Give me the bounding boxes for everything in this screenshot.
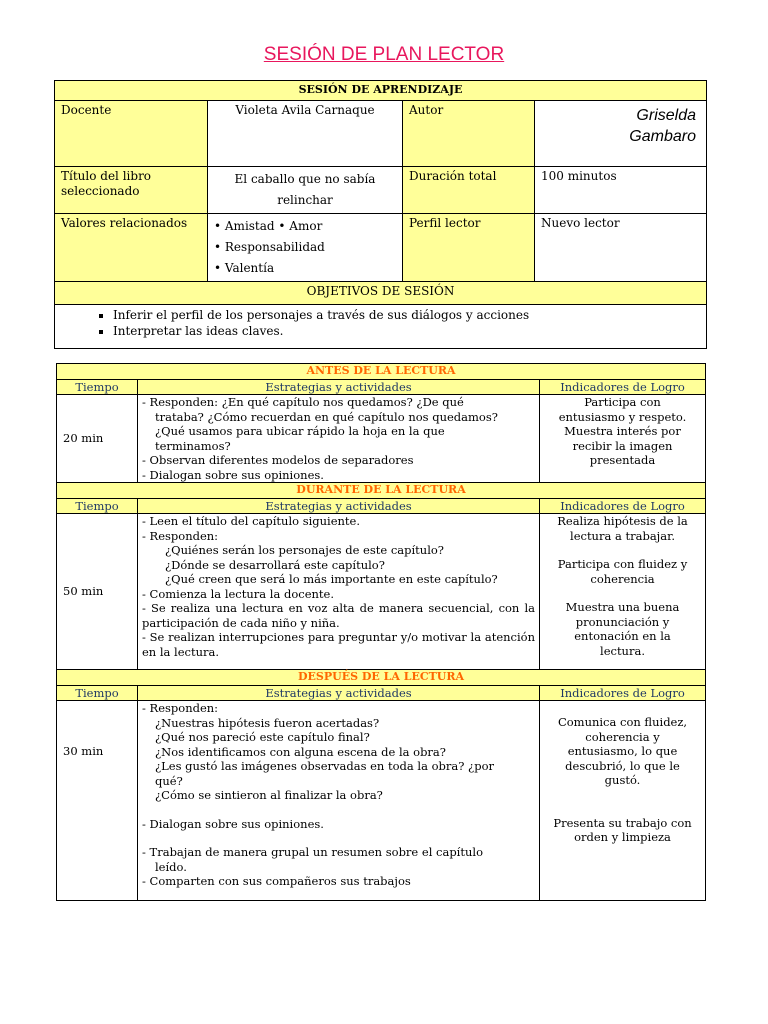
titulo-label <box>55 167 208 214</box>
valores-label: Valores relacionados <box>55 214 208 282</box>
activity-line: - Responden: <box>142 528 219 543</box>
docente-value: Violeta Avila Carnaque <box>208 101 403 167</box>
indicator-line: coherencia <box>590 571 655 586</box>
despues-activities <box>138 701 540 901</box>
titulo-label-line: seleccionado <box>61 184 140 198</box>
activity-line: - Dialogan sobre sus opiniones. <box>142 816 324 831</box>
durante-activities <box>138 514 540 670</box>
activity-line: qué? <box>155 773 183 788</box>
activity-line: terminamos? <box>155 438 231 453</box>
objetivo-item: ▪ Inferir el perfil de los personajes a través de sus diálogos y acciones <box>113 307 700 323</box>
objetivos-header: OBJETIVOS DE SESIÓN <box>55 282 707 305</box>
activity-line: - Responden: ¿En qué capítulo nos quedamos? ¿De qué <box>142 395 464 409</box>
durante-time: 50 min <box>57 514 138 670</box>
activity-line: - Observan diferentes modelos de separadores <box>142 453 414 467</box>
valor-item: • Responsabilidad <box>214 240 325 254</box>
spacer <box>544 788 701 802</box>
page-title: SESIÓN DE PLAN LECTOR <box>263 44 505 65</box>
activity-line: ¿Les gustó las imágenes observadas en toda la obra? ¿por <box>155 759 495 773</box>
indicator-line: Muestra una buena <box>565 600 680 614</box>
col-indicadores: Indicadores de Logro <box>540 379 706 395</box>
col-estrategias: Estrategias y actividades <box>138 498 540 514</box>
activity-line: leído. <box>155 859 187 874</box>
indicator-line: lectura. <box>600 643 645 658</box>
duracion-value: 100 minutos <box>535 167 707 214</box>
indicator-line: Muestra interés por <box>564 424 681 438</box>
col-indicadores: Indicadores de Logro <box>540 685 706 701</box>
col-estrategias: Estrategias y actividades <box>138 685 540 701</box>
activity-line: ¿Nos identificamos con alguna escena de la obra? <box>155 744 446 759</box>
activity-line: - Leen el título del capítulo siguiente. <box>142 514 361 528</box>
indicator-line: entonación en la <box>574 629 671 643</box>
perfil-label: Perfil lector <box>403 214 535 282</box>
activity-line: ¿Dónde se desarrollará este capítulo? <box>165 557 385 572</box>
spacer <box>544 802 701 816</box>
indicator-line: Presenta su trabajo con <box>553 815 692 830</box>
indicator-line: orden y limpieza <box>574 830 671 844</box>
activity-line: - Dialogan sobre sus opiniones. <box>142 467 324 482</box>
indicator-line: Comunica con fluidez, <box>557 715 688 729</box>
objetivo-item: ▪ Interpretar las ideas claves. <box>113 323 700 339</box>
indicator-line: Participa con fluidez y <box>557 557 688 571</box>
activity-line: - Se realizan interrupciones para preguntar y/o motivar la atención en la lectura. <box>142 630 535 659</box>
col-tiempo: Tiempo <box>57 685 138 701</box>
indicator-line: gustó. <box>604 773 641 787</box>
activity-line: ¿Nuestras hipótesis fueron acertadas? <box>155 715 380 730</box>
antes-activities <box>138 395 540 483</box>
col-tiempo: Tiempo <box>57 379 138 395</box>
phases-table <box>56 363 706 901</box>
activity-line: - Responden: <box>142 701 219 715</box>
antes-header: ANTES DE LA LECTURA <box>57 364 706 380</box>
indicator-line: Realiza hipótesis de la <box>557 514 688 528</box>
despues-time: 30 min <box>57 701 138 901</box>
activity-line: - Comparten con sus compañeros sus trabajos <box>142 874 411 888</box>
docente-label: Docente <box>55 101 208 167</box>
activity-line: trataba? ¿Cómo recuerdan en qué capítulo nos quedamos? <box>155 409 498 424</box>
session-table <box>54 80 707 349</box>
titulo-value-line: relinchar <box>277 193 333 207</box>
titulo-label-line: Título del libro <box>61 169 152 183</box>
col-indicadores: Indicadores de Logro <box>540 498 706 514</box>
activity-line: - Comienza la lectura la docente. <box>142 586 334 601</box>
titulo-value <box>208 167 403 214</box>
indicator-line: entusiasmo y respeto. <box>558 409 687 424</box>
antes-indicators <box>540 395 706 483</box>
durante-indicators <box>540 514 706 670</box>
despues-indicators <box>540 701 706 901</box>
titulo-value-line: El caballo que no sabía <box>234 172 376 186</box>
activity-line: ¿Qué creen que será lo más importante en este capítulo? <box>165 572 498 586</box>
objetivos-cell <box>55 305 707 349</box>
indicator-line: descubrió, lo que le <box>565 758 680 773</box>
session-header: SESIÓN DE APRENDIZAJE <box>55 81 707 101</box>
valor-item: • Amistad • Amor <box>214 219 323 233</box>
indicator-line: presentada <box>589 453 656 467</box>
col-estrategias: Estrategias y actividades <box>138 379 540 395</box>
indicator-line: coherencia y <box>585 729 660 744</box>
indicator-line: recibir la imagen <box>572 438 673 453</box>
activity-line: ¿Cómo se sintieron al finalizar la obra? <box>155 788 383 802</box>
activity-line: ¿Qué usamos para ubicar rápido la hoja en la que <box>155 424 445 438</box>
activity-line: ¿Quiénes serán los personajes de este capítulo? <box>165 543 444 557</box>
indicator-line: lectura a trabajar. <box>570 528 675 543</box>
autor-line: Gambaro <box>629 128 696 145</box>
activity-line: ¿Qué nos pareció este capítulo final? <box>155 730 370 744</box>
despues-header: DESPUÉS DE LA LECTURA <box>57 670 706 686</box>
objetivos-list <box>61 307 700 339</box>
col-tiempo: Tiempo <box>57 498 138 514</box>
durante-header: DURANTE DE LA LECTURA <box>57 483 706 499</box>
spacer <box>142 803 535 817</box>
indicator-line: entusiasmo, lo que <box>567 744 678 758</box>
autor-line: Griselda <box>636 107 696 124</box>
valores-value <box>208 214 403 282</box>
spacer <box>544 586 701 600</box>
perfil-value: Nuevo lector <box>535 214 707 282</box>
autor-label: Autor <box>403 101 535 167</box>
indicator-line: pronunciación y <box>575 614 670 629</box>
antes-time: 20 min <box>57 395 138 483</box>
duracion-label: Duración total <box>403 167 535 214</box>
spacer <box>544 543 701 557</box>
autor-value <box>535 101 707 167</box>
indicator-line: Participa con <box>584 395 661 409</box>
spacer <box>142 831 535 845</box>
activity-line: - Se realiza una lectura en voz alta de manera secuencial, con la participación de cada niño y niña. <box>142 601 535 630</box>
activity-line: - Trabajan de manera grupal un resumen sobre el capítulo <box>142 845 483 859</box>
valor-item: • Valentía <box>214 261 275 275</box>
